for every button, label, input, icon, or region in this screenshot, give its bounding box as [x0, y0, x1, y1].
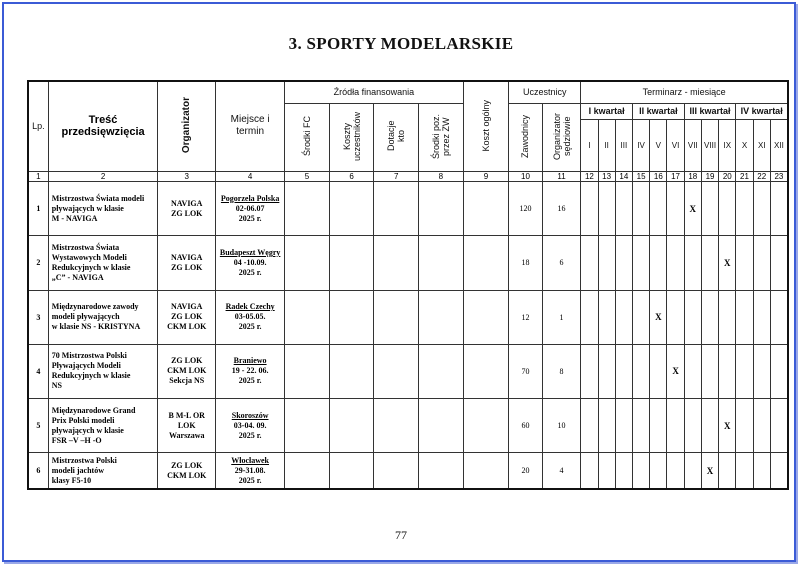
- row-number: 1: [28, 181, 48, 235]
- table-row: [28, 181, 788, 235]
- header-total-cost-label: Koszt ogólny: [480, 99, 491, 152]
- header-lp: Lp.: [28, 81, 48, 171]
- header-quarter-3: III kwartał: [684, 103, 736, 119]
- column-number: 14: [615, 171, 632, 181]
- month-mark: X: [650, 290, 667, 344]
- event-place-date: [216, 399, 285, 453]
- column-number: 5: [285, 171, 330, 181]
- month-cell: [736, 236, 753, 290]
- month-mark: X: [667, 344, 684, 398]
- month-cell: [632, 399, 649, 453]
- month-cell: [615, 399, 632, 453]
- text-line: Pływających Modeli: [51, 361, 121, 371]
- month-cell: [581, 399, 598, 453]
- empty-cell: [374, 236, 419, 290]
- competitors-count: 12: [509, 290, 542, 344]
- event-place-date: [216, 181, 285, 235]
- column-number-row: [28, 171, 788, 181]
- month-cell: [736, 290, 753, 344]
- text-line: FSR –V –H -O: [51, 435, 102, 445]
- month-cell: [650, 181, 667, 235]
- header-month-5: V: [650, 119, 667, 171]
- header-funding-zw-label: Środki poz. przez ZW: [430, 113, 451, 159]
- text-line: ZG LOK: [171, 460, 203, 470]
- text-line: Międzynarodowe zawody: [51, 302, 139, 312]
- text-line: 2025 r.: [238, 267, 262, 277]
- event-place-date: [216, 290, 285, 344]
- month-mark: X: [684, 181, 701, 235]
- event-organizer: [158, 399, 216, 453]
- empty-cell: [463, 399, 509, 453]
- column-number: 15: [632, 171, 649, 181]
- month-cell: [684, 453, 701, 489]
- text-line: B M-L OR: [168, 410, 205, 420]
- month-cell: [650, 236, 667, 290]
- month-cell: [632, 290, 649, 344]
- header-total-cost: [463, 81, 509, 171]
- text-line: 2025 r.: [238, 213, 262, 223]
- month-cell: [581, 290, 598, 344]
- text-line: ZG LOK: [171, 356, 203, 366]
- month-cell: [632, 236, 649, 290]
- text-line: M - NAVIGA: [51, 213, 98, 223]
- row-number: 5: [28, 399, 48, 453]
- header-month-3: III: [615, 119, 632, 171]
- month-cell: [632, 181, 649, 235]
- month-cell: [753, 181, 770, 235]
- month-cell: [598, 344, 615, 398]
- column-number: 13: [598, 171, 615, 181]
- month-cell: [770, 399, 788, 453]
- month-cell: [719, 181, 736, 235]
- header-competitors: [509, 103, 542, 171]
- row-number: 3: [28, 290, 48, 344]
- month-cell: [581, 344, 598, 398]
- text-line: w klasie NS - KRISTYNA: [51, 322, 141, 332]
- month-cell: [736, 181, 753, 235]
- month-mark: X: [719, 399, 736, 453]
- column-number: 4: [216, 171, 285, 181]
- month-cell: [598, 399, 615, 453]
- month-cell: [667, 236, 684, 290]
- month-cell: [701, 236, 718, 290]
- table-row: [28, 236, 788, 290]
- competitors-count: 60: [509, 399, 542, 453]
- header-month-10: X: [736, 119, 753, 171]
- month-cell: [753, 290, 770, 344]
- header-funding-grants: [374, 103, 419, 171]
- month-cell: [701, 181, 718, 235]
- month-cell: [736, 399, 753, 453]
- month-cell: [736, 453, 753, 489]
- header-place-time: Miejsce i termin: [216, 81, 285, 171]
- empty-cell: [418, 236, 463, 290]
- header-participants-group: Uczestnicy: [509, 81, 581, 103]
- competitors-count: 70: [509, 344, 542, 398]
- row-number: 6: [28, 453, 48, 489]
- column-number: 3: [158, 171, 216, 181]
- month-cell: [632, 344, 649, 398]
- header-officials-label: Organizator sędziowie: [551, 112, 572, 160]
- column-number: 6: [329, 171, 374, 181]
- empty-cell: [285, 236, 330, 290]
- table-row: [28, 290, 788, 344]
- header-month-6: VI: [667, 119, 684, 171]
- column-number: 23: [770, 171, 788, 181]
- header-quarter-1: I kwartał: [581, 103, 633, 119]
- officials-count: 10: [542, 399, 581, 453]
- text-line: Mistrzostwa Świata modeli: [51, 193, 145, 203]
- empty-cell: [463, 344, 509, 398]
- header-month-11: XI: [753, 119, 770, 171]
- month-cell: [598, 453, 615, 489]
- text-line: 2025 r.: [238, 322, 262, 332]
- month-cell: [701, 399, 718, 453]
- month-cell: [770, 181, 788, 235]
- header-month-2: II: [598, 119, 615, 171]
- text-line: NAVIGA: [171, 302, 203, 312]
- header-month-8: VIII: [701, 119, 718, 171]
- event-place-date: [216, 236, 285, 290]
- text-line: CKM LOK: [167, 366, 207, 376]
- column-number: 12: [581, 171, 598, 181]
- text-line: Prix Polski modeli: [51, 415, 115, 425]
- month-cell: [667, 290, 684, 344]
- event-description: [48, 344, 158, 398]
- text-line: ZG LOK: [171, 312, 203, 322]
- month-cell: [581, 181, 598, 235]
- header-month-9: IX: [719, 119, 736, 171]
- header-quarter-2: II kwartał: [632, 103, 684, 119]
- month-cell: [770, 344, 788, 398]
- empty-cell: [463, 453, 509, 489]
- column-number: 8: [418, 171, 463, 181]
- event-description: [48, 181, 158, 235]
- month-cell: [719, 290, 736, 344]
- empty-cell: [329, 236, 374, 290]
- place-name: Radek Czechy: [225, 302, 275, 312]
- text-line: Sekcja NS: [169, 376, 205, 386]
- text-line: pływających w klasie: [51, 425, 124, 435]
- officials-count: 4: [542, 453, 581, 489]
- place-name: Włocławek: [231, 455, 270, 465]
- header-row-1: [28, 81, 788, 103]
- column-number: 7: [374, 171, 419, 181]
- month-cell: [770, 236, 788, 290]
- table-row: [28, 399, 788, 453]
- event-place-date: [216, 344, 285, 398]
- month-cell: [581, 236, 598, 290]
- empty-cell: [463, 181, 509, 235]
- text-line: Wystawowych Modeli: [51, 252, 127, 262]
- text-line: 04 -10.09.: [233, 257, 267, 267]
- month-cell: [719, 453, 736, 489]
- month-cell: [581, 453, 598, 489]
- month-cell: [770, 453, 788, 489]
- column-number: 9: [463, 171, 509, 181]
- header-month-4: IV: [632, 119, 649, 171]
- competitors-count: 120: [509, 181, 542, 235]
- header-quarter-4: IV kwartał: [736, 103, 788, 119]
- text-line: ZG LOK: [171, 262, 203, 272]
- month-mark: X: [701, 453, 718, 489]
- column-number: 16: [650, 171, 667, 181]
- month-cell: [667, 399, 684, 453]
- text-line: Międzynarodowe Grand: [51, 405, 136, 415]
- empty-cell: [374, 181, 419, 235]
- event-organizer: [158, 344, 216, 398]
- month-mark: X: [719, 236, 736, 290]
- empty-cell: [329, 399, 374, 453]
- text-line: CKM LOK: [167, 470, 207, 480]
- column-number: 21: [736, 171, 753, 181]
- text-line: 02-06.07: [235, 203, 265, 213]
- row-number: 4: [28, 344, 48, 398]
- header-funding-participants-label: Koszty uczestników: [341, 111, 362, 161]
- empty-cell: [329, 290, 374, 344]
- column-number: 2: [48, 171, 158, 181]
- text-line: CKM LOK: [167, 322, 207, 332]
- month-cell: [684, 290, 701, 344]
- empty-cell: [329, 181, 374, 235]
- text-line: NAVIGA: [171, 252, 203, 262]
- month-cell: [684, 344, 701, 398]
- empty-cell: [418, 399, 463, 453]
- competitors-count: 18: [509, 236, 542, 290]
- place-name: Pogorzela Polska: [220, 193, 280, 203]
- officials-count: 1: [542, 290, 581, 344]
- empty-cell: [418, 181, 463, 235]
- text-line: NS: [51, 381, 63, 391]
- event-description: [48, 236, 158, 290]
- month-cell: [615, 181, 632, 235]
- competitors-count: 20: [509, 453, 542, 489]
- month-cell: [615, 236, 632, 290]
- empty-cell: [418, 290, 463, 344]
- header-funding-group: Źródła finansowania: [285, 81, 464, 103]
- empty-cell: [463, 290, 509, 344]
- header-funding-fc: [285, 103, 330, 171]
- event-description: [48, 290, 158, 344]
- month-cell: [650, 399, 667, 453]
- empty-cell: [418, 344, 463, 398]
- officials-count: 16: [542, 181, 581, 235]
- header-schedule-group: Terminarz - miesiące: [581, 81, 788, 103]
- header-description: Treść przedsięwzięcia: [48, 81, 158, 171]
- month-cell: [598, 181, 615, 235]
- text-line: 2025 r.: [238, 376, 262, 386]
- text-line: ZG LOK: [171, 208, 203, 218]
- event-organizer: [158, 181, 216, 235]
- text-line: pływających w klasie: [51, 203, 124, 213]
- text-line: 70 Mistrzostwa Polski: [51, 351, 127, 361]
- text-line: modeli pływających: [51, 312, 120, 322]
- header-organizer-label: Organizator: [180, 97, 192, 154]
- text-line: „C” - NAVIGA: [51, 272, 104, 282]
- month-cell: [667, 181, 684, 235]
- text-line: klasy F5-10: [51, 475, 92, 485]
- header-funding-fc-label: Środki FC: [301, 116, 312, 157]
- month-cell: [701, 344, 718, 398]
- column-number: 17: [667, 171, 684, 181]
- column-number: 10: [509, 171, 542, 181]
- event-place-date: [216, 453, 285, 489]
- empty-cell: [285, 181, 330, 235]
- empty-cell: [329, 344, 374, 398]
- place-name: Braniewo: [233, 356, 267, 366]
- empty-cell: [285, 290, 330, 344]
- month-cell: [684, 236, 701, 290]
- month-cell: [684, 399, 701, 453]
- header-month-7: VII: [684, 119, 701, 171]
- empty-cell: [374, 399, 419, 453]
- month-cell: [736, 344, 753, 398]
- event-description: [48, 399, 158, 453]
- month-cell: [615, 290, 632, 344]
- empty-cell: [463, 236, 509, 290]
- header-competitors-label: Zawodnicy: [520, 114, 531, 158]
- text-line: 29-31.08.: [234, 465, 266, 475]
- empty-cell: [329, 453, 374, 489]
- event-organizer: [158, 290, 216, 344]
- place-name: Budapeszt Węgry: [219, 247, 281, 257]
- month-cell: [598, 290, 615, 344]
- empty-cell: [374, 290, 419, 344]
- table-row: [28, 344, 788, 398]
- text-line: Mistrzostwa Świata: [51, 242, 120, 252]
- month-cell: [615, 344, 632, 398]
- text-line: 2025 r.: [238, 430, 262, 440]
- month-cell: [701, 290, 718, 344]
- text-line: Warszawa: [168, 430, 205, 440]
- header-officials: [542, 103, 581, 171]
- empty-cell: [374, 344, 419, 398]
- officials-count: 8: [542, 344, 581, 398]
- header-funding-participants: [329, 103, 374, 171]
- month-cell: [667, 453, 684, 489]
- header-funding-grants-label: Dotacje kto: [386, 121, 407, 152]
- page-number: 77: [395, 528, 407, 542]
- month-cell: [632, 453, 649, 489]
- month-cell: [753, 453, 770, 489]
- month-cell: [753, 399, 770, 453]
- column-number: 1: [28, 171, 48, 181]
- column-number: 19: [701, 171, 718, 181]
- empty-cell: [374, 453, 419, 489]
- event-description: [48, 453, 158, 489]
- empty-cell: [418, 453, 463, 489]
- page-title: 3. SPORTY MODELARSKIE: [288, 34, 514, 53]
- empty-cell: [285, 453, 330, 489]
- event-organizer: [158, 453, 216, 489]
- place-name: Skoroszów: [231, 410, 269, 420]
- event-organizer: [158, 236, 216, 290]
- month-cell: [753, 344, 770, 398]
- row-number: 2: [28, 236, 48, 290]
- text-line: Redukcyjnych w klasie: [51, 371, 131, 381]
- month-cell: [650, 453, 667, 489]
- header-month-1: I: [581, 119, 598, 171]
- table-row: [28, 453, 788, 489]
- month-cell: [770, 290, 788, 344]
- month-cell: [598, 236, 615, 290]
- month-cell: [719, 344, 736, 398]
- text-line: LOK: [177, 420, 196, 430]
- text-line: modeli jachtów: [51, 465, 104, 475]
- header-funding-zw: [418, 103, 463, 171]
- month-cell: [615, 453, 632, 489]
- schedule-table: [27, 80, 789, 490]
- month-cell: [650, 344, 667, 398]
- text-line: Redukcyjnych w klasie: [51, 262, 131, 272]
- column-number: 11: [542, 171, 581, 181]
- text-line: 2025 r.: [238, 475, 262, 485]
- column-number: 22: [753, 171, 770, 181]
- text-line: Mistrzostwa Polski: [51, 455, 117, 465]
- month-cell: [753, 236, 770, 290]
- header-organizer: [158, 81, 216, 171]
- officials-count: 6: [542, 236, 581, 290]
- empty-cell: [285, 344, 330, 398]
- column-number: 20: [719, 171, 736, 181]
- empty-cell: [285, 399, 330, 453]
- text-line: NAVIGA: [171, 198, 203, 208]
- header-month-12: XII: [770, 119, 788, 171]
- column-number: 18: [684, 171, 701, 181]
- text-line: 03-04. 09.: [233, 420, 267, 430]
- text-line: 19 - 22. 06.: [231, 366, 269, 376]
- text-line: 03-05.05.: [234, 312, 266, 322]
